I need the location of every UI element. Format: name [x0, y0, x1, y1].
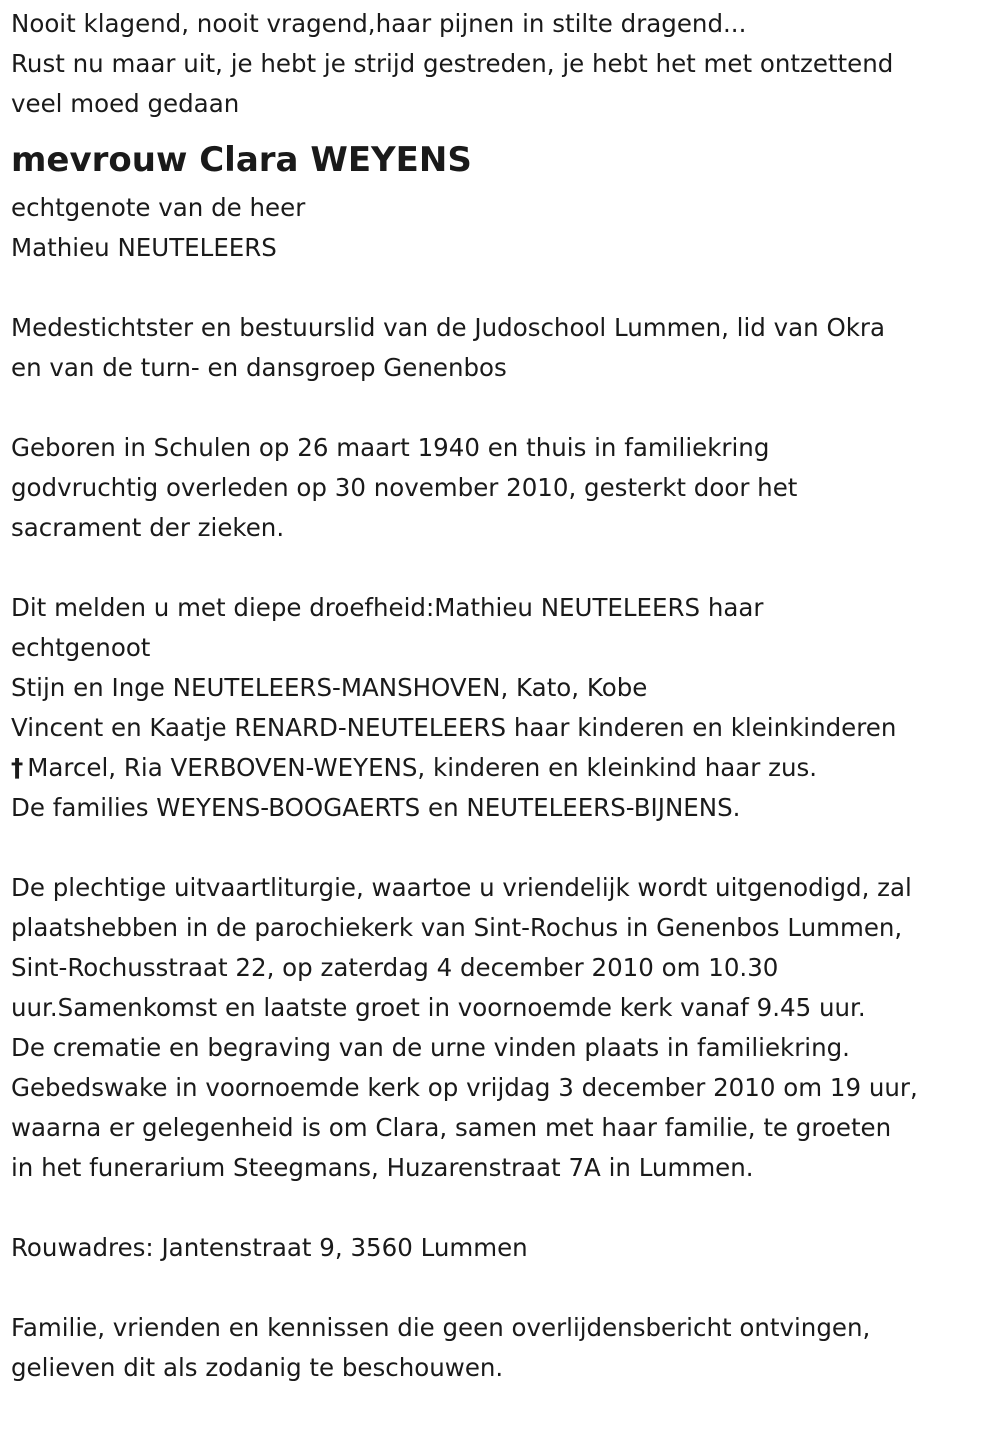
- closing-line: gelieven dit als zodanig te beschouwen.: [11, 1353, 504, 1382]
- deceased-name: mevrouw Clara WEYENS: [11, 140, 472, 180]
- funeral-line: Sint-Rochusstraat 22, op zaterdag 4 december 2010 om 10.30: [11, 953, 779, 982]
- mourning-address: Rouwadres: Jantenstraat 9, 3560 Lummen: [11, 1233, 528, 1262]
- funeral-line: uur.Samenkomst en laatste groet in voornoemde kerk vanaf 9.45 uur.: [11, 993, 866, 1022]
- funeral-line: waarna er gelegenheid is om Clara, samen met haar familie, te groeten: [11, 1113, 892, 1142]
- deceased-section: [11, 132, 996, 268]
- mourners-line: Stijn en Inge NEUTELEERS-MANSHOVEN, Kato, Kobe: [11, 673, 648, 702]
- funeral-line: Gebedswake in voornoemde kerk op vrijdag 3 december 2010 om 19 uur,: [11, 1073, 918, 1102]
- closing-section: [11, 1308, 996, 1388]
- funeral-section: [11, 868, 996, 1188]
- mourners-line: Vincent en Kaatje RENARD-NEUTELEERS haar kinderen en kleinkinderen: [11, 713, 897, 742]
- birth-death-line: godvruchtig overleden op 30 november 2010, gesterkt door het: [11, 473, 798, 502]
- birth-death-line: Geboren in Schulen op 26 maart 1940 en thuis in familiekring: [11, 433, 770, 462]
- affiliation-line: en van de turn- en dansgroep Genenbos: [11, 353, 507, 382]
- motto-line: veel moed gedaan: [11, 89, 240, 118]
- mourners-section: [11, 588, 996, 828]
- spouse-name: Mathieu NEUTELEERS: [11, 233, 277, 262]
- motto-line: Rust nu maar uit, je hebt je strijd gestreden, je hebt het met ontzettend: [11, 49, 894, 78]
- motto-section: [11, 4, 996, 124]
- mourners-line-text: Marcel, Ria VERBOVEN-WEYENS, kinderen en kleinkind haar zus.: [27, 753, 818, 782]
- funeral-line: in het funerarium Steegmans, Huzarenstraat 7A in Lummen.: [11, 1153, 754, 1182]
- address-section: [11, 1228, 996, 1268]
- closing-line: Familie, vrienden en kennissen die geen overlijdensbericht ontvingen,: [11, 1313, 871, 1342]
- spacer: [11, 388, 996, 428]
- spacer: [11, 1188, 996, 1228]
- mourners-line: De families WEYENS-BOOGAERTS en NEUTELEERS-BIJNENS.: [11, 793, 741, 822]
- mourners-line: Dit melden u met diepe droefheid:Mathieu NEUTELEERS haar: [11, 593, 764, 622]
- affiliation-line: Medestichtster en bestuurslid van de Judoschool Lummen, lid van Okra: [11, 313, 886, 342]
- spacer: [11, 268, 996, 308]
- mourners-line-deceased-sibling: [11, 748, 996, 788]
- funeral-line: De crematie en begraving van de urne vinden plaats in familiekring.: [11, 1033, 850, 1062]
- birth-death-section: [11, 428, 996, 548]
- motto-line: Nooit klagend, nooit vragend,haar pijnen in stilte dragend...: [11, 9, 747, 38]
- cross-icon: †: [11, 753, 24, 782]
- spacer: [11, 548, 996, 588]
- obituary-notice: [11, 4, 996, 1388]
- spouse-relation: echtgenote van de heer: [11, 193, 306, 222]
- affiliation-section: [11, 308, 996, 388]
- funeral-line: plaatshebben in de parochiekerk van Sint-Rochus in Genenbos Lummen,: [11, 913, 903, 942]
- birth-death-line: sacrament der zieken.: [11, 513, 285, 542]
- spacer: [11, 1268, 996, 1308]
- funeral-line: De plechtige uitvaartliturgie, waartoe u vriendelijk wordt uitgenodigd, zal: [11, 873, 912, 902]
- spacer: [11, 828, 996, 868]
- mourners-line: echtgenoot: [11, 633, 151, 662]
